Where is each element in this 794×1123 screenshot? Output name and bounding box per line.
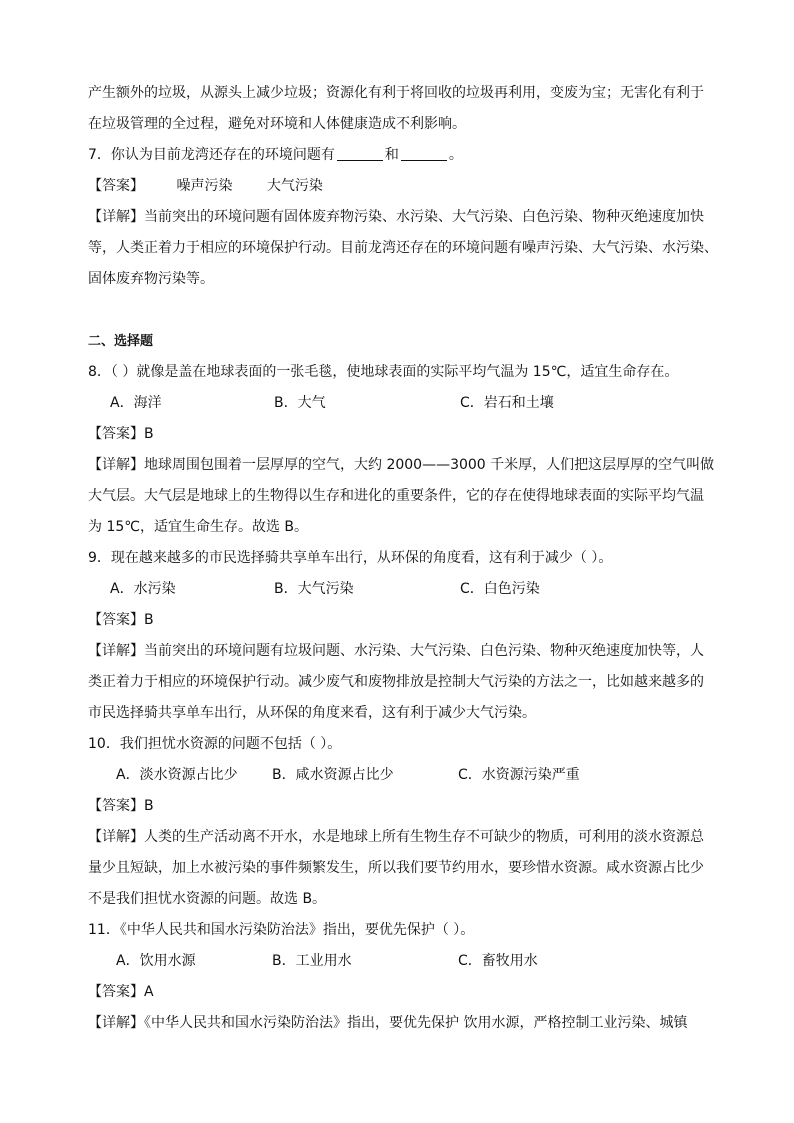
q11-options: [88, 946, 708, 977]
detail-label: 【详解】: [88, 209, 144, 225]
q9-detail-line: 市民选择骑共享单车出行，从环保的角度来看，这有利于减少大气污染。: [88, 705, 536, 721]
option-b: B．大气: [274, 395, 326, 411]
q10-answer: 【答案】B: [88, 798, 154, 814]
q10-detail-line: 量少且短缺，加上水被污染的事件频繁发生，所以我们要节约用水，要珍惜水资源。咸水资源占比少: [88, 860, 704, 876]
q9-options: [88, 574, 708, 605]
answer-blank: [337, 146, 383, 161]
detail-label: 【详解】: [88, 1015, 144, 1031]
q7-detail-line: 等，人类正着力于相应的环境保护行动。目前龙湾还存在的环境问题有噪声污染、大气污染、水污染、: [88, 240, 718, 256]
q7-answer: [88, 171, 708, 202]
q6-detail-line: 在垃圾管理的全过程，避免对环境和人体健康造成不利影响。: [88, 116, 466, 132]
q9-stem: 9．现在越来越多的市民选择骑共享单车出行，从环保的角度看，这有利于减少（ ）。: [88, 550, 613, 566]
q6-detail-line: 产生额外的垃圾，从源头上减少垃圾；资源化有利于将回收的垃圾再利用，变废为宝；无害化有利于: [88, 85, 704, 101]
q8-detail: [88, 450, 715, 481]
option-b: B．工业用水: [272, 953, 352, 969]
option-c: C．白色污染: [460, 581, 540, 597]
document-page: [88, 78, 718, 1039]
q10-detail-line: 不是我们担忧水资源的问题。故选 B。: [88, 891, 327, 907]
option-c: C．岩石和土壤: [460, 395, 554, 411]
detail-label: 【详解】: [88, 643, 144, 659]
q9-detail: [88, 636, 708, 667]
q7-detail-line: 固体废弃物污染等。: [88, 271, 214, 287]
q8-detail-line: 为 15℃，适宜生命生存。故选 B。: [88, 519, 309, 535]
option-c: C．水资源污染严重: [458, 767, 580, 783]
answer-value: 噪声污染: [176, 178, 233, 194]
q7-stem-text: 。: [448, 147, 463, 163]
detail-label: 【详解】: [88, 457, 144, 473]
detail-text: 《中华人民共和国水污染防治法》指出，要优先保护 饮用水源，严格控制工业污染、城镇: [144, 1015, 688, 1031]
answer-label: 【答案】: [88, 178, 144, 194]
option-a: A．水污染: [110, 581, 176, 597]
q7-stem-text: 7．你认为目前龙湾还存在的环境问题有: [88, 147, 335, 163]
answer-value: 大气污染: [266, 178, 323, 194]
q8-stem: 8．（ ）就像是盖在地球表面的一张毛毯，使地球表面的实际平均气温为 15℃，适宜生命存在。: [88, 364, 679, 380]
detail-text: 人类的生产活动离不开水，水是地球上所有生物生存不可缺少的物质，可利用的淡水资源总: [144, 829, 704, 845]
option-b: B．大气污染: [274, 581, 354, 597]
q9-answer: 【答案】B: [88, 612, 154, 628]
q11-detail: [88, 1008, 708, 1039]
answer-blank: [401, 146, 447, 161]
q8-answer: 【答案】B: [88, 426, 154, 442]
q11-stem: 11．《中华人民共和国水污染防治法》指出，要优先保护（ ）。: [88, 922, 475, 938]
section-heading: 二、选择题: [88, 334, 154, 349]
q7-detail: [88, 202, 708, 233]
q11-answer: 【答案】A: [88, 984, 154, 1000]
option-a: A．饮用水源: [116, 953, 196, 969]
q10-stem: 10．我们担忧水资源的问题不包括（ ）。: [88, 736, 342, 752]
detail-text: 当前突出的环境问题有固体废弃物污染、水污染、大气污染、白色污染、物种灭绝速度加快: [144, 209, 704, 225]
detail-text: 地球周围包围着一层厚厚的空气，大约 2000——3000 千米厚，人们把这层厚厚的空气叫做: [144, 457, 715, 473]
detail-label: 【详解】: [88, 829, 144, 845]
q10-options: [88, 760, 708, 791]
q8-options: [88, 388, 708, 419]
option-a: A．海洋: [110, 395, 162, 411]
q8-detail-line: 大气层。大气层是地球上的生物得以生存和进化的重要条件，它的存在使得地球表面的实际平均气温: [88, 488, 704, 504]
detail-text: 当前突出的环境问题有垃圾问题、水污染、大气污染、白色污染、物种灭绝速度加快等，人: [144, 643, 704, 659]
q7-stem-text: 和: [384, 147, 399, 163]
q10-detail: [88, 822, 708, 853]
q7-stem: [88, 140, 708, 171]
option-c: C．畜牧用水: [458, 953, 538, 969]
option-b: B．咸水资源占比少: [272, 767, 394, 783]
q9-detail-line: 类正着力于相应的环境保护行动。减少废气和废物排放是控制大气污染的方法之一，比如越来越多的: [88, 674, 704, 690]
option-a: A．淡水资源占比少: [116, 767, 238, 783]
